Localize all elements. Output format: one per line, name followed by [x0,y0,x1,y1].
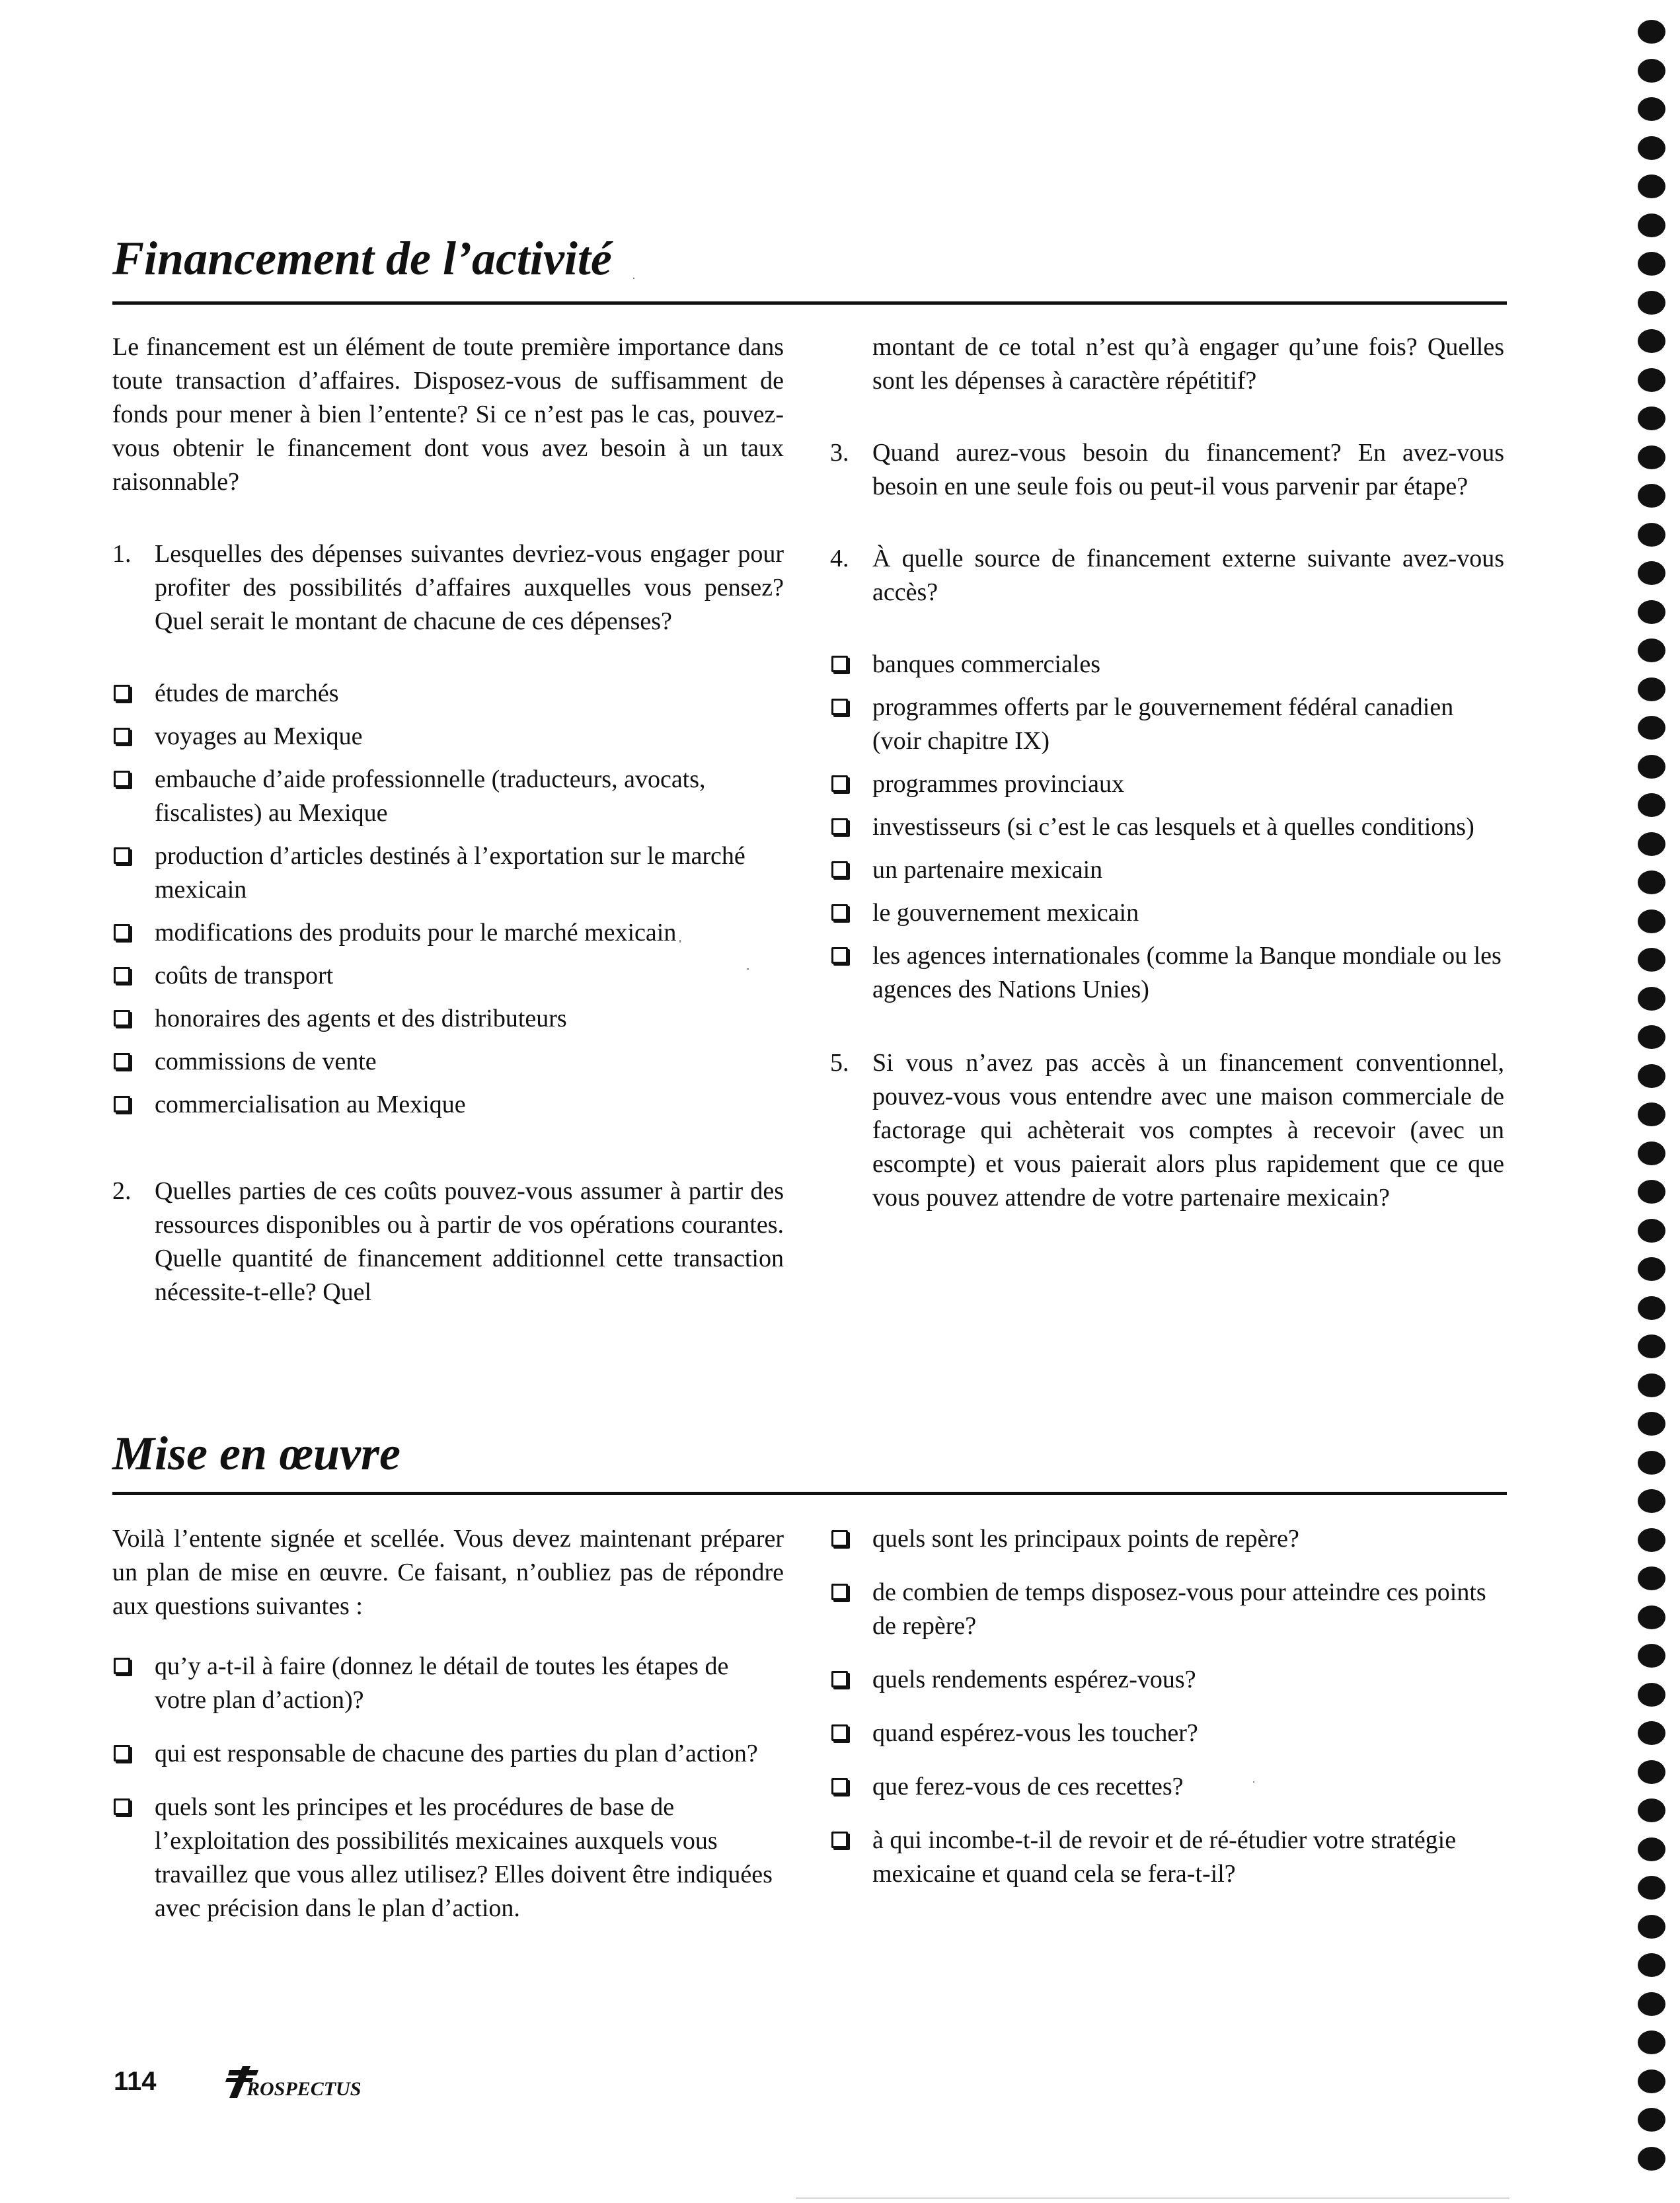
binding-hole [1638,1141,1665,1165]
binding-hole [1638,1837,1665,1861]
question-number: 1. [112,540,132,568]
checkbox-square-icon [114,847,130,864]
scan-speck [633,278,634,279]
implementation-question [112,1737,784,1771]
checkbox-square-icon [831,904,848,921]
question-5 [830,1046,1504,1215]
checkbox-square-icon [831,1584,848,1600]
implementation-question [830,1770,1504,1804]
binding-hole [1638,1412,1665,1436]
binding-hole [1638,1798,1665,1822]
binding-hole [1638,1219,1665,1243]
checklist-item-text: quels sont les principaux points de repère? [872,1525,1299,1553]
binding-hole [1638,2147,1665,2171]
checkbox-square-icon [114,771,130,787]
expense-item [112,959,784,993]
binding-hole [1638,368,1665,392]
binding-hole [1638,523,1665,547]
checklist-item-text: quand espérez-vous les toucher? [872,1719,1198,1747]
binding-hole [1638,987,1665,1011]
checkbox-square-icon [114,924,130,941]
sources-checklist [830,648,1504,1007]
spiral-binding [1635,20,1669,2194]
checkbox-square-icon [831,1832,848,1848]
scan-speck [679,940,681,943]
checklist-item-text: de combien de temps disposez-vous pour atteindre ces points de repère? [872,1578,1486,1640]
binding-hole [1638,1334,1665,1358]
checklist-item-text: banques commerciales [872,650,1101,678]
binding-hole [1638,291,1665,315]
section-title-mise-en-oeuvre: Mise en œuvre [112,1427,401,1480]
checklist-item-text: modifications des produits pour le marché mexicain [155,919,677,947]
question-text: Quelles parties de ces coûts pouvez-vous assumer à partir des ressources disponibles ou à partir de vos opérations courantes. Quelle quantité de financement additionnel cette transaction nécessite-t-elle? Quel [155,1177,784,1306]
binding-hole [1638,59,1665,83]
checklist-item-text: quels rendements espérez-vous? [872,1666,1196,1693]
checklist-item-text: programmes offerts par le gouvernement fédéral canadien (voir chapitre IX) [872,693,1454,755]
funding-source-item [830,810,1504,844]
left-column-mise-en-oeuvre [112,1522,784,1945]
scan-speck [1253,1781,1254,1783]
checkbox-square-icon [114,1053,130,1069]
question-number: 2. [112,1177,132,1205]
checklist-item-text: qui est responsable de chacune des parties du plan d’action? [155,1740,758,1767]
checklist-item-text: investisseurs (si c’est le cas lesquels et à quelles conditions) [872,813,1474,841]
checkbox-square-icon [831,1724,848,1741]
funding-source-item [830,853,1504,887]
right-column-mise-en-oeuvre [830,1522,1504,1911]
section-rule [112,1492,1507,1495]
question-text: Si vous n’avez pas accès à un financement conventionnel, pouvez-vous vous entendre avec une maison commerciale de factorage qui achèterait vos comptes à recevoir (avec un escompte) et vous paierait alors plus rapidement que ce que vous pouvez attendre de votre partenaire mexicain? [872,1049,1504,1212]
binding-hole [1638,755,1665,779]
binding-hole [1638,406,1665,430]
binding-hole [1638,909,1665,933]
binding-hole [1638,174,1665,198]
checkbox-square-icon [114,1096,130,1112]
question-3 [830,436,1504,504]
binding-hole [1638,1528,1665,1552]
checkbox-square-icon [831,947,848,964]
implementation-checklist-left [112,1650,784,1925]
binding-hole [1638,1760,1665,1784]
question-text: Lesquelles des dépenses suivantes devriez-vous engager pour profiter des possibilités d’affaires auxquelles vous pensez? Quel serait le montant de chacune de ces dépenses? [155,540,784,635]
funding-source-item [830,939,1504,1007]
checklist-item-text: à qui incombe-t-il de revoir et de ré-étudier votre stratégie mexicaine et quand cela se fera-t-il? [872,1826,1457,1888]
checkbox-square-icon [114,1745,130,1761]
binding-hole [1638,136,1665,160]
binding-hole [1638,1683,1665,1707]
funding-source-item [830,691,1504,758]
question-number: 4. [830,545,849,572]
prospectus-logo [220,2064,379,2103]
funding-source-item [830,767,1504,801]
checkbox-square-icon [831,1530,848,1547]
checklist-item-text: quels sont les principes et les procédures de base de l’exploitation des possibilités mexicaines auxquels vous travaillez que vous allez utilisez? Elles doivent être indiquées avec précision dans le plan d’action. [155,1793,773,1922]
checkbox-square-icon [831,699,848,715]
binding-hole [1638,1296,1665,1320]
checkbox-square-icon [831,775,848,792]
binding-hole [1638,2030,1665,2054]
implementation-question [112,1791,784,1925]
binding-hole [1638,97,1665,121]
binding-hole [1638,561,1665,585]
funding-source-item [830,896,1504,930]
binding-hole [1638,213,1665,237]
checklist-item-text: commissions de vente [155,1048,377,1075]
expense-item [112,677,784,711]
binding-hole [1638,600,1665,624]
question-number: 5. [830,1049,849,1077]
binding-hole [1638,484,1665,508]
binding-hole [1638,1644,1665,1668]
checkbox-square-icon [831,818,848,835]
implementation-question [112,1650,784,1717]
question-text: Quand aurez-vous besoin du financement? En avez-vous besoin en une seule fois ou peut-il vous parvenir par étape? [872,439,1504,500]
checklist-item-text: programmes provinciaux [872,770,1124,798]
checkbox-square-icon [114,967,130,984]
expense-item [112,1002,784,1036]
right-column-financement [830,330,1504,1253]
checkbox-square-icon [831,1671,848,1687]
implementation-question [830,1522,1504,1556]
implementation-question [830,1576,1504,1643]
checkbox-square-icon [831,861,848,878]
section-title-financement: Financement de l’activité [112,232,612,285]
left-column-financement [112,330,784,1348]
checklist-item-text: coûts de transport [155,962,334,989]
question-2 [112,1175,784,1309]
checklist-item-text: production d’articles destinés à l’exportation sur le marché mexicain [155,842,745,904]
intro-paragraph: Voilà l’entente signée et scellée. Vous devez maintenant préparer un plan de mise en œuvre. Ce faisant, n’oubliez pas de répondre aux questions suivantes : [112,1525,784,1620]
binding-hole [1638,1992,1665,2016]
checkbox-square-icon [114,728,130,744]
binding-hole [1638,20,1665,44]
expenses-checklist [112,677,784,1122]
binding-hole [1638,1064,1665,1088]
binding-hole [1638,1953,1665,1977]
checkbox-square-icon [831,1778,848,1795]
expense-item [112,763,784,830]
binding-hole [1638,1373,1665,1397]
binding-hole [1638,1180,1665,1204]
binding-hole [1638,716,1665,740]
binding-hole [1638,832,1665,856]
question-number: 3. [830,439,849,467]
page-number: 114 [114,2067,157,2096]
implementation-question [830,1663,1504,1697]
expense-item [112,1088,784,1122]
binding-hole [1638,793,1665,817]
question-1 [112,537,784,638]
binding-hole [1638,638,1665,662]
binding-hole [1638,870,1665,894]
binding-hole [1638,2108,1665,2132]
question-2-continued: montant de ce total n’est qu’à engager qu’une fois? Quelles sont les dépenses à caractère répétitif? [872,333,1504,395]
binding-hole [1638,252,1665,276]
checklist-item-text: un partenaire mexicain [872,856,1103,884]
funding-source-item [830,648,1504,681]
implementation-checklist-right [830,1522,1504,1891]
implementation-question [830,1717,1504,1750]
binding-hole [1638,1876,1665,1900]
binding-hole [1638,1721,1665,1745]
checklist-item-text: commercialisation au Mexique [155,1091,466,1118]
checklist-item-text: embauche d’aide professionnelle (traducteurs, avocats, fiscalistes) au Mexique [155,765,706,827]
checklist-item-text: que ferez-vous de ces recettes? [872,1773,1184,1800]
section-rule [112,301,1507,305]
binding-hole [1638,2069,1665,2093]
checklist-item-text: le gouvernement mexicain [872,899,1139,927]
svg-text:ROSPECTUS: ROSPECTUS [247,2078,362,2100]
checkbox-square-icon [114,685,130,701]
intro-paragraph: Le financement est un élément de toute première importance dans toute transaction d’affaires. Disposez-vous de suffisamment de fonds pour mener à bien l’entente? Si ce n’est pas le cas, pouvez-vous obtenir le financement dont vous avez besoin à un taux raisonnable? [112,333,784,496]
binding-hole [1638,445,1665,469]
binding-hole [1638,1489,1665,1513]
binding-hole [1638,1102,1665,1126]
binding-hole [1638,677,1665,701]
scan-speck [747,968,749,970]
binding-hole [1638,1566,1665,1590]
implementation-question [830,1824,1504,1891]
question-4 [830,542,1504,609]
expense-item [112,839,784,907]
binding-hole [1638,329,1665,353]
checkbox-square-icon [114,1798,130,1815]
binding-hole [1638,1915,1665,1939]
binding-hole [1638,1451,1665,1475]
question-text: À quelle source de financement externe suivante avez-vous accès? [872,545,1504,606]
binding-hole [1638,948,1665,972]
checkbox-square-icon [114,1658,130,1674]
checklist-item-text: qu’y a-t-il à faire (donnez le détail de toutes les étapes de votre plan d’action)? [155,1652,729,1714]
checklist-item-text: honoraires des agents et des distributeurs [155,1005,567,1032]
binding-hole [1638,1257,1665,1281]
expense-item [112,916,784,950]
checklist-item-text: voyages au Mexique [155,722,363,750]
binding-hole [1638,1605,1665,1629]
binding-hole [1638,1025,1665,1049]
checklist-item-text: études de marchés [155,679,339,707]
checkbox-square-icon [831,656,848,672]
checkbox-square-icon [114,1010,130,1026]
checklist-item-text: les agences internationales (comme la Banque mondiale ou les agences des Nations Unies) [872,942,1502,1003]
expense-item [112,1045,784,1079]
expense-item [112,720,784,754]
